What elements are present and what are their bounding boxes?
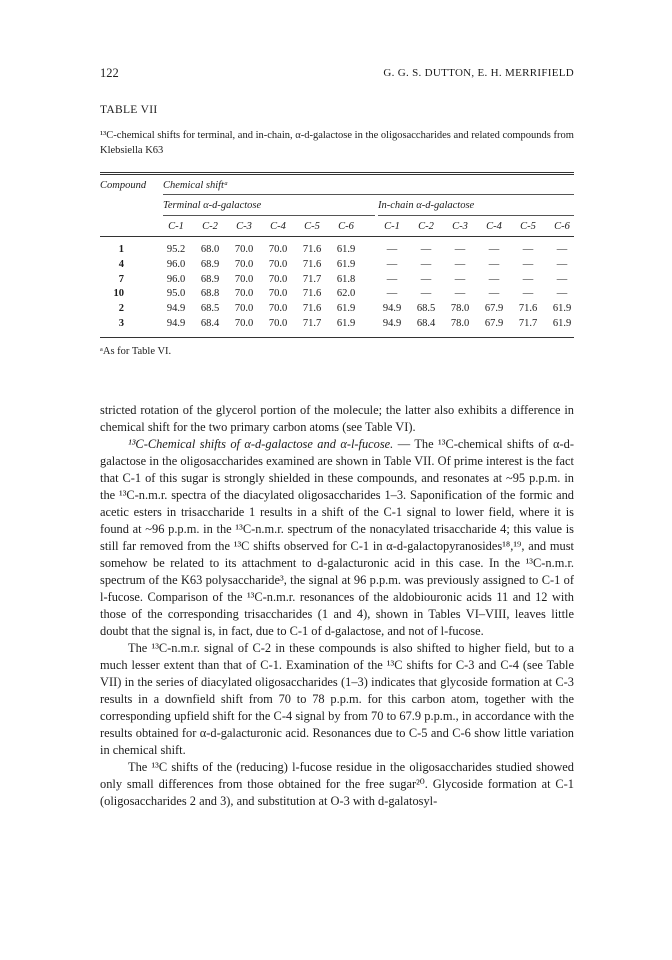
table-cell: —	[556, 288, 568, 300]
running-header-authors: G. G. S. DUTTON, E. H. MERRIFIELD	[383, 67, 574, 79]
table-cell: 96.0	[166, 273, 186, 285]
table-cell: 68.5	[200, 303, 220, 315]
table-cell: 68.4	[200, 318, 220, 329]
compound-column-header: Compound	[100, 180, 147, 191]
compound-number: 7	[118, 273, 124, 285]
table-cell: 61.9	[336, 258, 356, 270]
compound-number: 2	[118, 303, 124, 315]
table-cell: —	[454, 244, 466, 255]
table-cell: 78.0	[450, 318, 470, 329]
table-cell: —	[488, 273, 500, 285]
paragraph-1: stricted rotation of the glycerol portion of the molecule; the latter also exhibits a difference in chemical shift for the two primary carbon atoms (see Table VI).	[100, 403, 574, 434]
table-cell: 94.9	[166, 318, 186, 329]
table-cell: —	[420, 244, 432, 255]
paragraph-2	[100, 436, 574, 640]
paragraph-4: The ¹³C shifts of the (reducing) l-fucose residue in the oligosaccharides studied showed only small differences from those obtained for the free sugar²⁰. Glycoside formation at C-1 (oligosaccharides 2 and 3), and substitution at O-3 with d-galatosyl-	[100, 760, 574, 808]
compound-number: 10	[113, 288, 124, 300]
table-cell: —	[386, 288, 398, 300]
chemical-shift-header: Chemical shiftᵃ	[163, 180, 229, 191]
carbon-column-header: C-4	[270, 221, 286, 232]
table-cell: 70.0	[268, 258, 288, 270]
carbon-column-header: C-1	[384, 221, 400, 232]
running-header	[100, 66, 574, 86]
compound-number: 3	[118, 318, 124, 329]
carbon-column-header: C-3	[236, 221, 252, 232]
table-cell: —	[488, 288, 500, 300]
paragraph-3: The ¹³C-n.m.r. signal of C-2 in these compounds is also shifted to higher field, but to a much lesser extent than that of C-1. Examination of the ¹³C shifts for C-3 and C-4 (see Table VII) in the series of diacylated oligosaccharides (1–3) indicates that glycoside formation at C-3 results in a downfield shift from 70 to 78 p.p.m. for this carbon atom, together with the corresponding upfield shift for the C-4 signal by from 70 to 67.9 p.p.m., in accordance with the results obtained for α-d-galacturonic acid. Resonances due to C-5 and C-6 show little variation in chemical shift.	[100, 641, 574, 757]
compound-number: 1	[118, 244, 124, 255]
carbon-column-header: C-2	[202, 221, 218, 232]
carbon-column-header: C-6	[338, 221, 354, 232]
table-cell: 71.7	[302, 318, 322, 329]
table-cell: 67.9	[484, 303, 504, 315]
table-cell: 70.0	[268, 288, 288, 300]
table-cell: 70.0	[234, 273, 254, 285]
table-cell: 94.9	[166, 303, 186, 315]
table-cell: —	[454, 273, 466, 285]
paragraph-2-text: — The ¹³C-chemical shifts of α-d-galactose in the oligosaccharides examined are shown in Table VII. Of prime interest is the fact that C-1 of this sugar is strongly shielded in these compounds, and resonates at ~95 p.p.m. in the ¹³C-n.m.r. spectra of the diacylated oligosaccharides 1–3. Saponification of the formic and acetic esters in trisaccharide 1 results in a shift of the C-1 signal to lower field, where it is found at ~96 p.p.m. in the ¹³C-n.m.r. spectrum of the nonacylated trisaccharide 4; this value is still far removed from the ¹³C shifts observed for C-1 in α-d-galactopyranosides¹⁸,¹⁹, and must somehow be related to its attachment to d-galacturonic acid in this case. In the ¹³C-n.m.r. spectrum of the K63 polysaccharide³, the signal at 96 p.p.m. was previously assigned to C-1 of l-fucose. Comparison of the ¹³C-n.m.r. resonances of the aldobiouronic acids 11 and 12 with those of the corresponding trisaccharides (1 and 4), shown in Tables VI–VIII, leaves little doubt that the signal is, in fact, due to C-1 of d-galactose, and not of l-fucose.	[100, 437, 574, 638]
table-cell: —	[454, 258, 466, 270]
table-cell: 71.7	[518, 318, 538, 329]
table-cell: 61.8	[336, 273, 356, 285]
section-heading: ¹³C-Chemical shifts of α-d-galactose and α-l-fucose.	[128, 437, 394, 451]
table-cell: —	[454, 288, 466, 300]
terminal-galactose-header: Terminal α-d-galactose	[163, 200, 262, 211]
carbon-column-header: C-6	[554, 221, 570, 232]
table-cell: —	[522, 244, 534, 255]
table-cell: 61.9	[336, 244, 356, 255]
carbon-column-header: C-5	[304, 221, 320, 232]
carbon-column-header: C-3	[452, 221, 468, 232]
carbon-column-header: C-2	[418, 221, 434, 232]
shift-rule	[163, 194, 574, 195]
table-cell: 70.0	[234, 244, 254, 255]
table-cell: —	[386, 273, 398, 285]
table-cell: 70.0	[234, 303, 254, 315]
table-cell: —	[488, 244, 500, 255]
table-cell: —	[420, 273, 432, 285]
table-cell: —	[556, 244, 568, 255]
table-cell: —	[488, 258, 500, 270]
table-cell: —	[386, 258, 398, 270]
table-cell: —	[522, 288, 534, 300]
table-cell: 70.0	[268, 244, 288, 255]
table-label: TABLE VII	[100, 104, 158, 116]
table-cell: 94.9	[382, 318, 402, 329]
table-cell: 61.9	[336, 318, 356, 329]
header-bottom-rule	[100, 236, 574, 237]
table-cell: 71.6	[302, 303, 322, 315]
terminal-group-rule	[163, 215, 375, 216]
table-bottom-rule	[100, 337, 574, 338]
table-cell: —	[522, 273, 534, 285]
table-top-rule-2	[100, 174, 574, 175]
table-cell: 61.9	[552, 318, 572, 329]
table-cell: —	[386, 244, 398, 255]
carbon-column-header: C-1	[168, 221, 184, 232]
body-text	[100, 402, 574, 810]
table-footnote: ᵃAs for Table VI.	[100, 346, 172, 357]
table-cell: 68.5	[416, 303, 436, 315]
table-cell: 67.9	[484, 318, 504, 329]
table-cell: 70.0	[234, 258, 254, 270]
table-top-rule	[100, 172, 574, 173]
table-cell: 70.0	[234, 288, 254, 300]
table-cell: 70.0	[268, 318, 288, 329]
table-cell: —	[522, 258, 534, 270]
table-cell: 68.9	[200, 258, 220, 270]
carbon-column-header: C-5	[520, 221, 536, 232]
table-cell: 94.9	[382, 303, 402, 315]
table-cell: 61.9	[552, 303, 572, 315]
table-cell: —	[556, 273, 568, 285]
table-cell: 70.0	[234, 318, 254, 329]
table-cell: —	[420, 258, 432, 270]
table-cell: 68.4	[416, 318, 436, 329]
carbon-column-header: C-4	[486, 221, 502, 232]
table-cell: 96.0	[166, 258, 186, 270]
table-cell: 95.2	[166, 244, 186, 255]
table-cell: 68.8	[200, 288, 220, 300]
table-caption: ¹³C-chemical shifts for terminal, and in-chain, α-d-galactose in the oligosaccharides and related compounds from Klebsiella K63	[100, 130, 574, 156]
table-cell: 61.9	[336, 303, 356, 315]
table-cell: 71.6	[302, 244, 322, 255]
table-cell: 71.6	[518, 303, 538, 315]
table-cell: 71.7	[302, 273, 322, 285]
table-cell: 71.6	[302, 288, 322, 300]
inchain-galactose-header: In-chain α-d-galactose	[378, 200, 475, 211]
table-cell: 71.6	[302, 258, 322, 270]
compound-number: 4	[118, 258, 124, 270]
table-cell: 95.0	[166, 288, 186, 300]
table-cell: 70.0	[268, 303, 288, 315]
inchain-group-rule	[378, 215, 574, 216]
table-cell: 78.0	[450, 303, 470, 315]
table-cell: 68.9	[200, 273, 220, 285]
table-cell: —	[420, 288, 432, 300]
table-cell: 70.0	[268, 273, 288, 285]
table-cell: 68.0	[200, 244, 220, 255]
page-number: 122	[100, 66, 119, 80]
table-cell: —	[556, 258, 568, 270]
table-cell: 62.0	[336, 288, 356, 300]
